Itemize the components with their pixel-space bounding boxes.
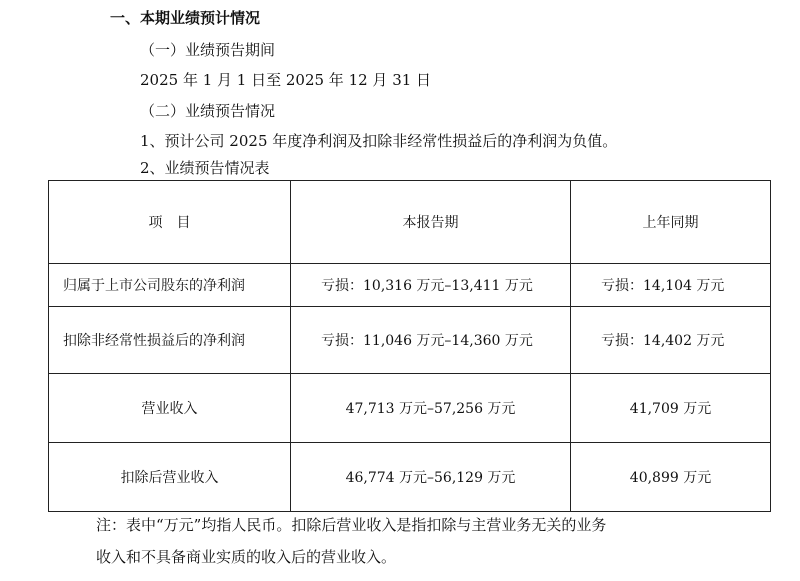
- row-current-value: 亏损：11,046 万元–14,360 万元: [291, 307, 571, 374]
- row-previous-value: 亏损：14,402 万元: [571, 307, 771, 374]
- row-item: 扣除后营业收入: [49, 443, 291, 512]
- row-current-value: 46,774 万元–56,129 万元: [291, 443, 571, 512]
- note-line-1: 注：表中“万元”均指人民币。扣除后营业收入是指扣除与主营业务无关的业务: [96, 516, 607, 534]
- row-previous-value: 41,709 万元: [571, 374, 771, 443]
- note-line-2: 收入和不具备商业实质的收入后的营业收入。: [96, 548, 397, 566]
- table-header-row: [49, 181, 771, 264]
- forecast-point-2: 2、业绩预告情况表: [140, 159, 270, 177]
- row-item: 扣除非经常性损益后的净利润: [49, 307, 291, 374]
- situation-subheading: （二）业绩预告情况: [140, 102, 276, 120]
- header-item: 项 目: [49, 181, 291, 264]
- section-heading: 一、本期业绩预计情况: [110, 9, 261, 27]
- period-text: 2025 年 1 月 1 日至 2025 年 12 月 31 日: [140, 71, 432, 89]
- row-previous-value: 亏损：14,104 万元: [571, 264, 771, 307]
- row-current-value: 亏损：10,316 万元–13,411 万元: [291, 264, 571, 307]
- table-row: [49, 443, 771, 512]
- period-subheading: （一）业绩预告期间: [140, 41, 276, 59]
- table-row: [49, 264, 771, 307]
- table-row: [49, 307, 771, 374]
- header-previous-period: 上年同期: [571, 181, 771, 264]
- row-previous-value: 40,899 万元: [571, 443, 771, 512]
- table-row: [49, 374, 771, 443]
- forecast-point-1: 1、预计公司 2025 年度净利润及扣除非经常性损益后的净利润为负值。: [140, 132, 618, 150]
- forecast-table: [48, 180, 771, 512]
- header-current-period: 本报告期: [291, 181, 571, 264]
- row-item: 营业收入: [49, 374, 291, 443]
- row-current-value: 47,713 万元–57,256 万元: [291, 374, 571, 443]
- row-item: 归属于上市公司股东的净利润: [49, 264, 291, 307]
